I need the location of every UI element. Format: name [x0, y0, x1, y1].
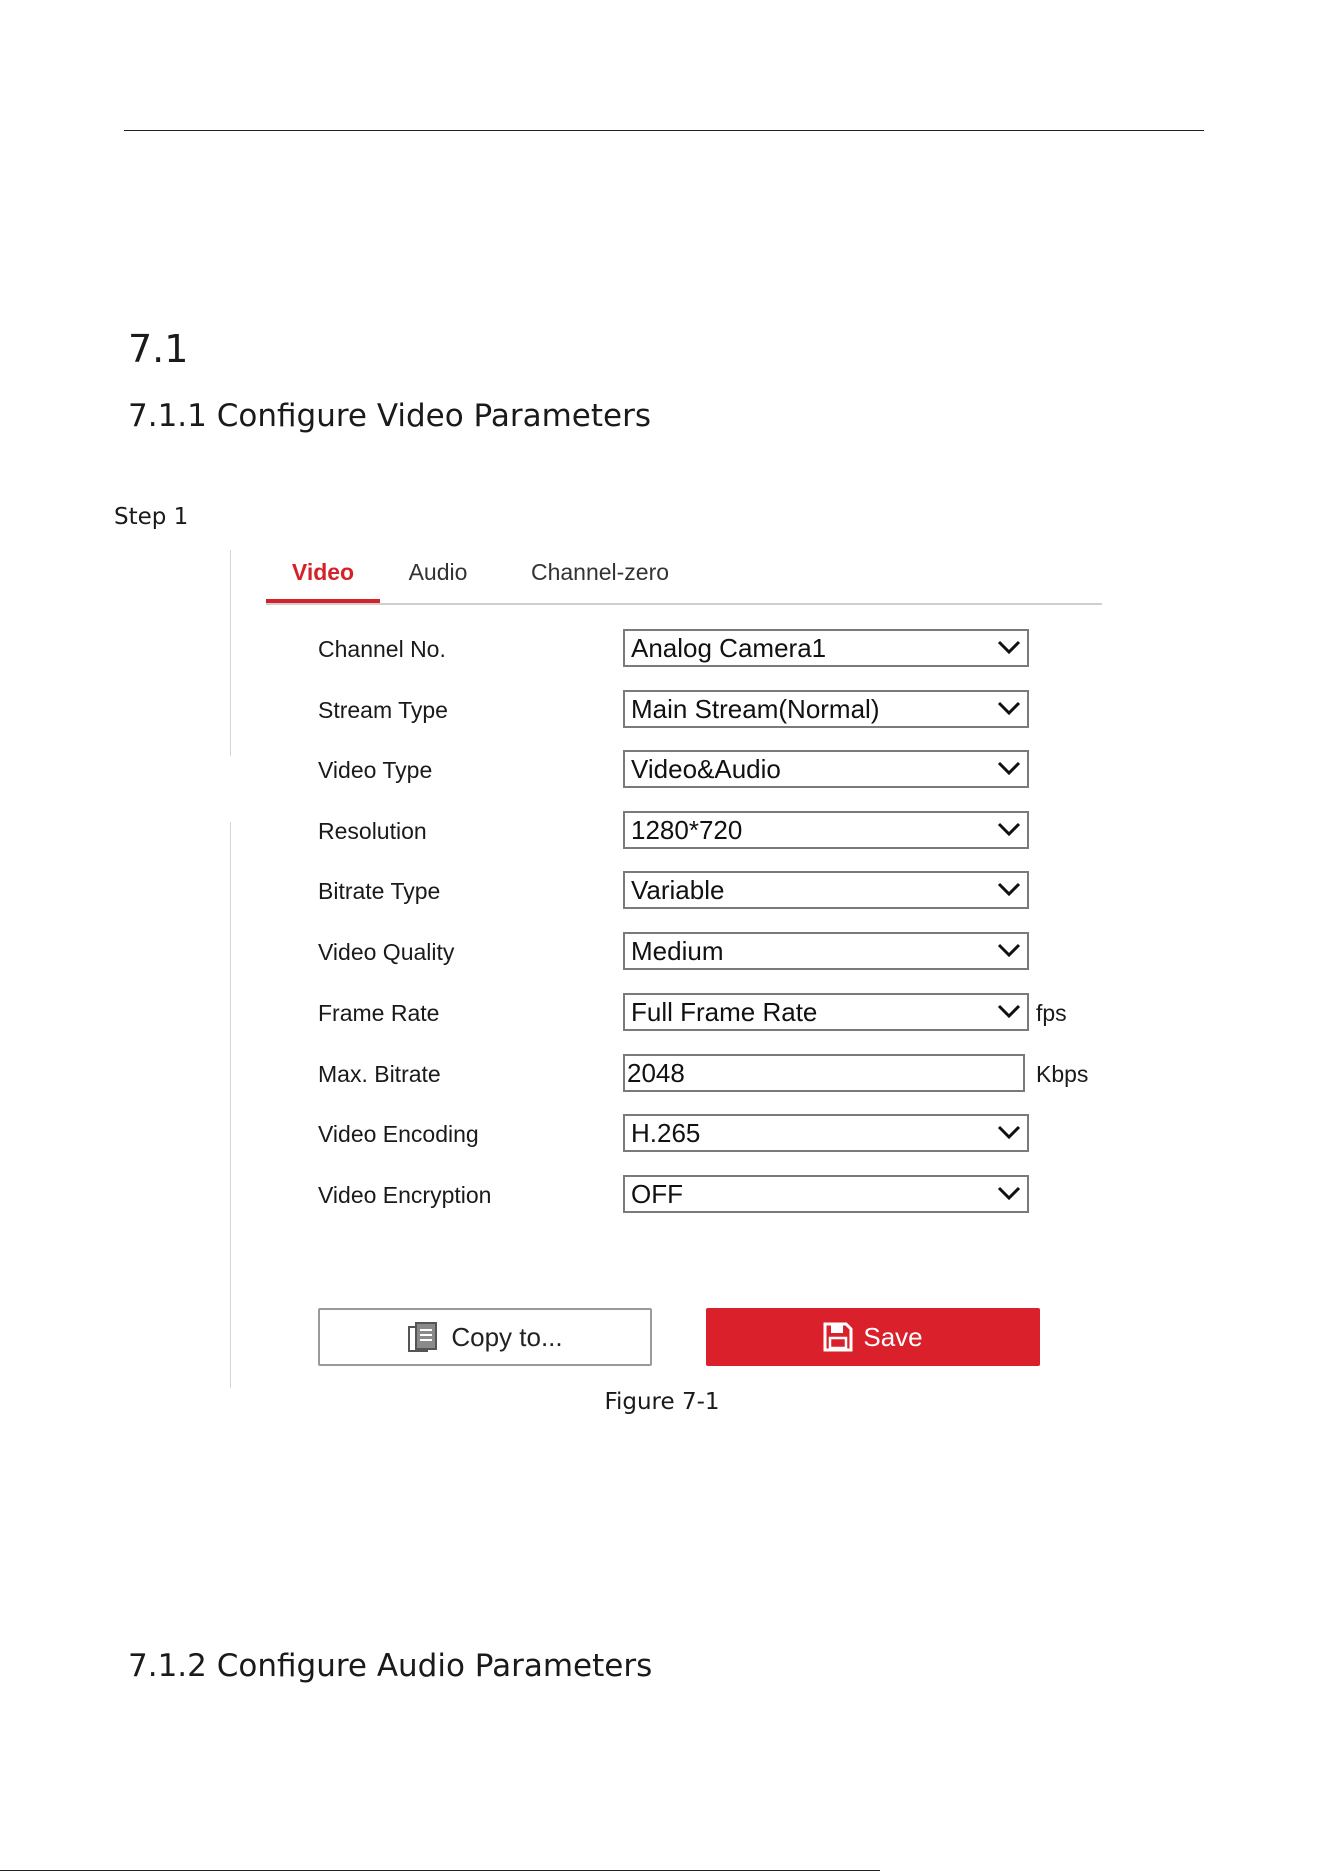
- field-row-channel-no: [230, 629, 1110, 669]
- field-label: Video Encoding: [318, 1121, 479, 1147]
- select-value: Video&Audio: [631, 754, 781, 784]
- chevron-down-icon: [997, 639, 1021, 655]
- tab-video[interactable]: Video: [266, 550, 380, 601]
- select-value: Variable: [631, 875, 725, 905]
- field-row-video-encryption: [230, 1175, 1110, 1215]
- header-rule: [124, 130, 1204, 131]
- select-value: 1280*720: [631, 815, 743, 845]
- chevron-down-icon: [997, 760, 1021, 776]
- chevron-down-icon: [997, 1185, 1021, 1201]
- copy-to-button[interactable]: [318, 1308, 652, 1366]
- select-value: OFF: [631, 1179, 683, 1209]
- field-label: Video Encryption: [318, 1182, 492, 1208]
- video-encryption-select[interactable]: [623, 1175, 1029, 1213]
- tab-audio[interactable]: Audio: [408, 559, 468, 585]
- video-quality-select[interactable]: [623, 932, 1029, 970]
- select-value: Medium: [631, 936, 724, 966]
- field-label: Resolution: [318, 818, 427, 844]
- save-label: Save: [863, 1321, 923, 1352]
- field-row-frame-rate: [230, 993, 1110, 1033]
- field-row-max-bitrate: [230, 1054, 1110, 1094]
- subsection-heading-audio: 7.1.2 Configure Audio Parameters: [128, 1648, 653, 1684]
- stream-type-select[interactable]: [623, 690, 1029, 728]
- section-heading: 7.1: [128, 327, 189, 371]
- field-row-video-encoding: [230, 1114, 1110, 1154]
- bitrate-type-select[interactable]: [623, 871, 1029, 909]
- subsection-heading-video: 7.1.1 Configure Video Parameters: [128, 398, 651, 434]
- copy-to-label: Copy to...: [451, 1321, 563, 1352]
- tab-bar: [266, 550, 1102, 605]
- field-label: Video Quality: [318, 939, 455, 965]
- unit-label: fps: [1036, 1000, 1067, 1026]
- channel-no-select[interactable]: [623, 629, 1029, 667]
- resolution-select[interactable]: [623, 811, 1029, 849]
- unit-label: Kbps: [1036, 1061, 1089, 1087]
- copy-icon: [407, 1321, 441, 1353]
- field-label: Stream Type: [318, 697, 448, 723]
- field-row-stream-type: [230, 690, 1110, 730]
- chevron-down-icon: [997, 881, 1021, 897]
- footer-rule: [0, 1870, 880, 1871]
- video-settings-figure: [230, 550, 1110, 1388]
- select-value: H.265: [631, 1118, 701, 1148]
- select-value: Main Stream(Normal): [631, 694, 880, 724]
- chevron-down-icon: [997, 700, 1021, 716]
- video-type-select[interactable]: [623, 750, 1029, 788]
- save-button[interactable]: [706, 1308, 1040, 1366]
- field-row-video-type: [230, 750, 1110, 790]
- select-value: Analog Camera1: [631, 633, 827, 663]
- field-label: Frame Rate: [318, 1000, 440, 1026]
- tab-channel-zero[interactable]: Channel-zero: [530, 559, 670, 585]
- frame-rate-select[interactable]: [623, 993, 1029, 1031]
- max-bitrate-input[interactable]: [623, 1054, 1025, 1092]
- video-encoding-select[interactable]: [623, 1114, 1029, 1152]
- field-row-video-quality: [230, 932, 1110, 972]
- figure-caption: Figure 7-1: [604, 1389, 720, 1415]
- chevron-down-icon: [997, 1003, 1021, 1019]
- field-row-resolution: [230, 811, 1110, 851]
- save-icon: [823, 1322, 853, 1352]
- field-label: Channel No.: [318, 636, 446, 662]
- chevron-down-icon: [997, 1124, 1021, 1140]
- select-value: Full Frame Rate: [631, 997, 818, 1027]
- step-label: Step 1: [114, 504, 189, 530]
- chevron-down-icon: [997, 821, 1021, 837]
- field-label: Bitrate Type: [318, 878, 441, 904]
- field-label: Video Type: [318, 757, 433, 783]
- field-row-bitrate-type: [230, 871, 1110, 911]
- chevron-down-icon: [997, 942, 1021, 958]
- field-label: Max. Bitrate: [318, 1061, 441, 1087]
